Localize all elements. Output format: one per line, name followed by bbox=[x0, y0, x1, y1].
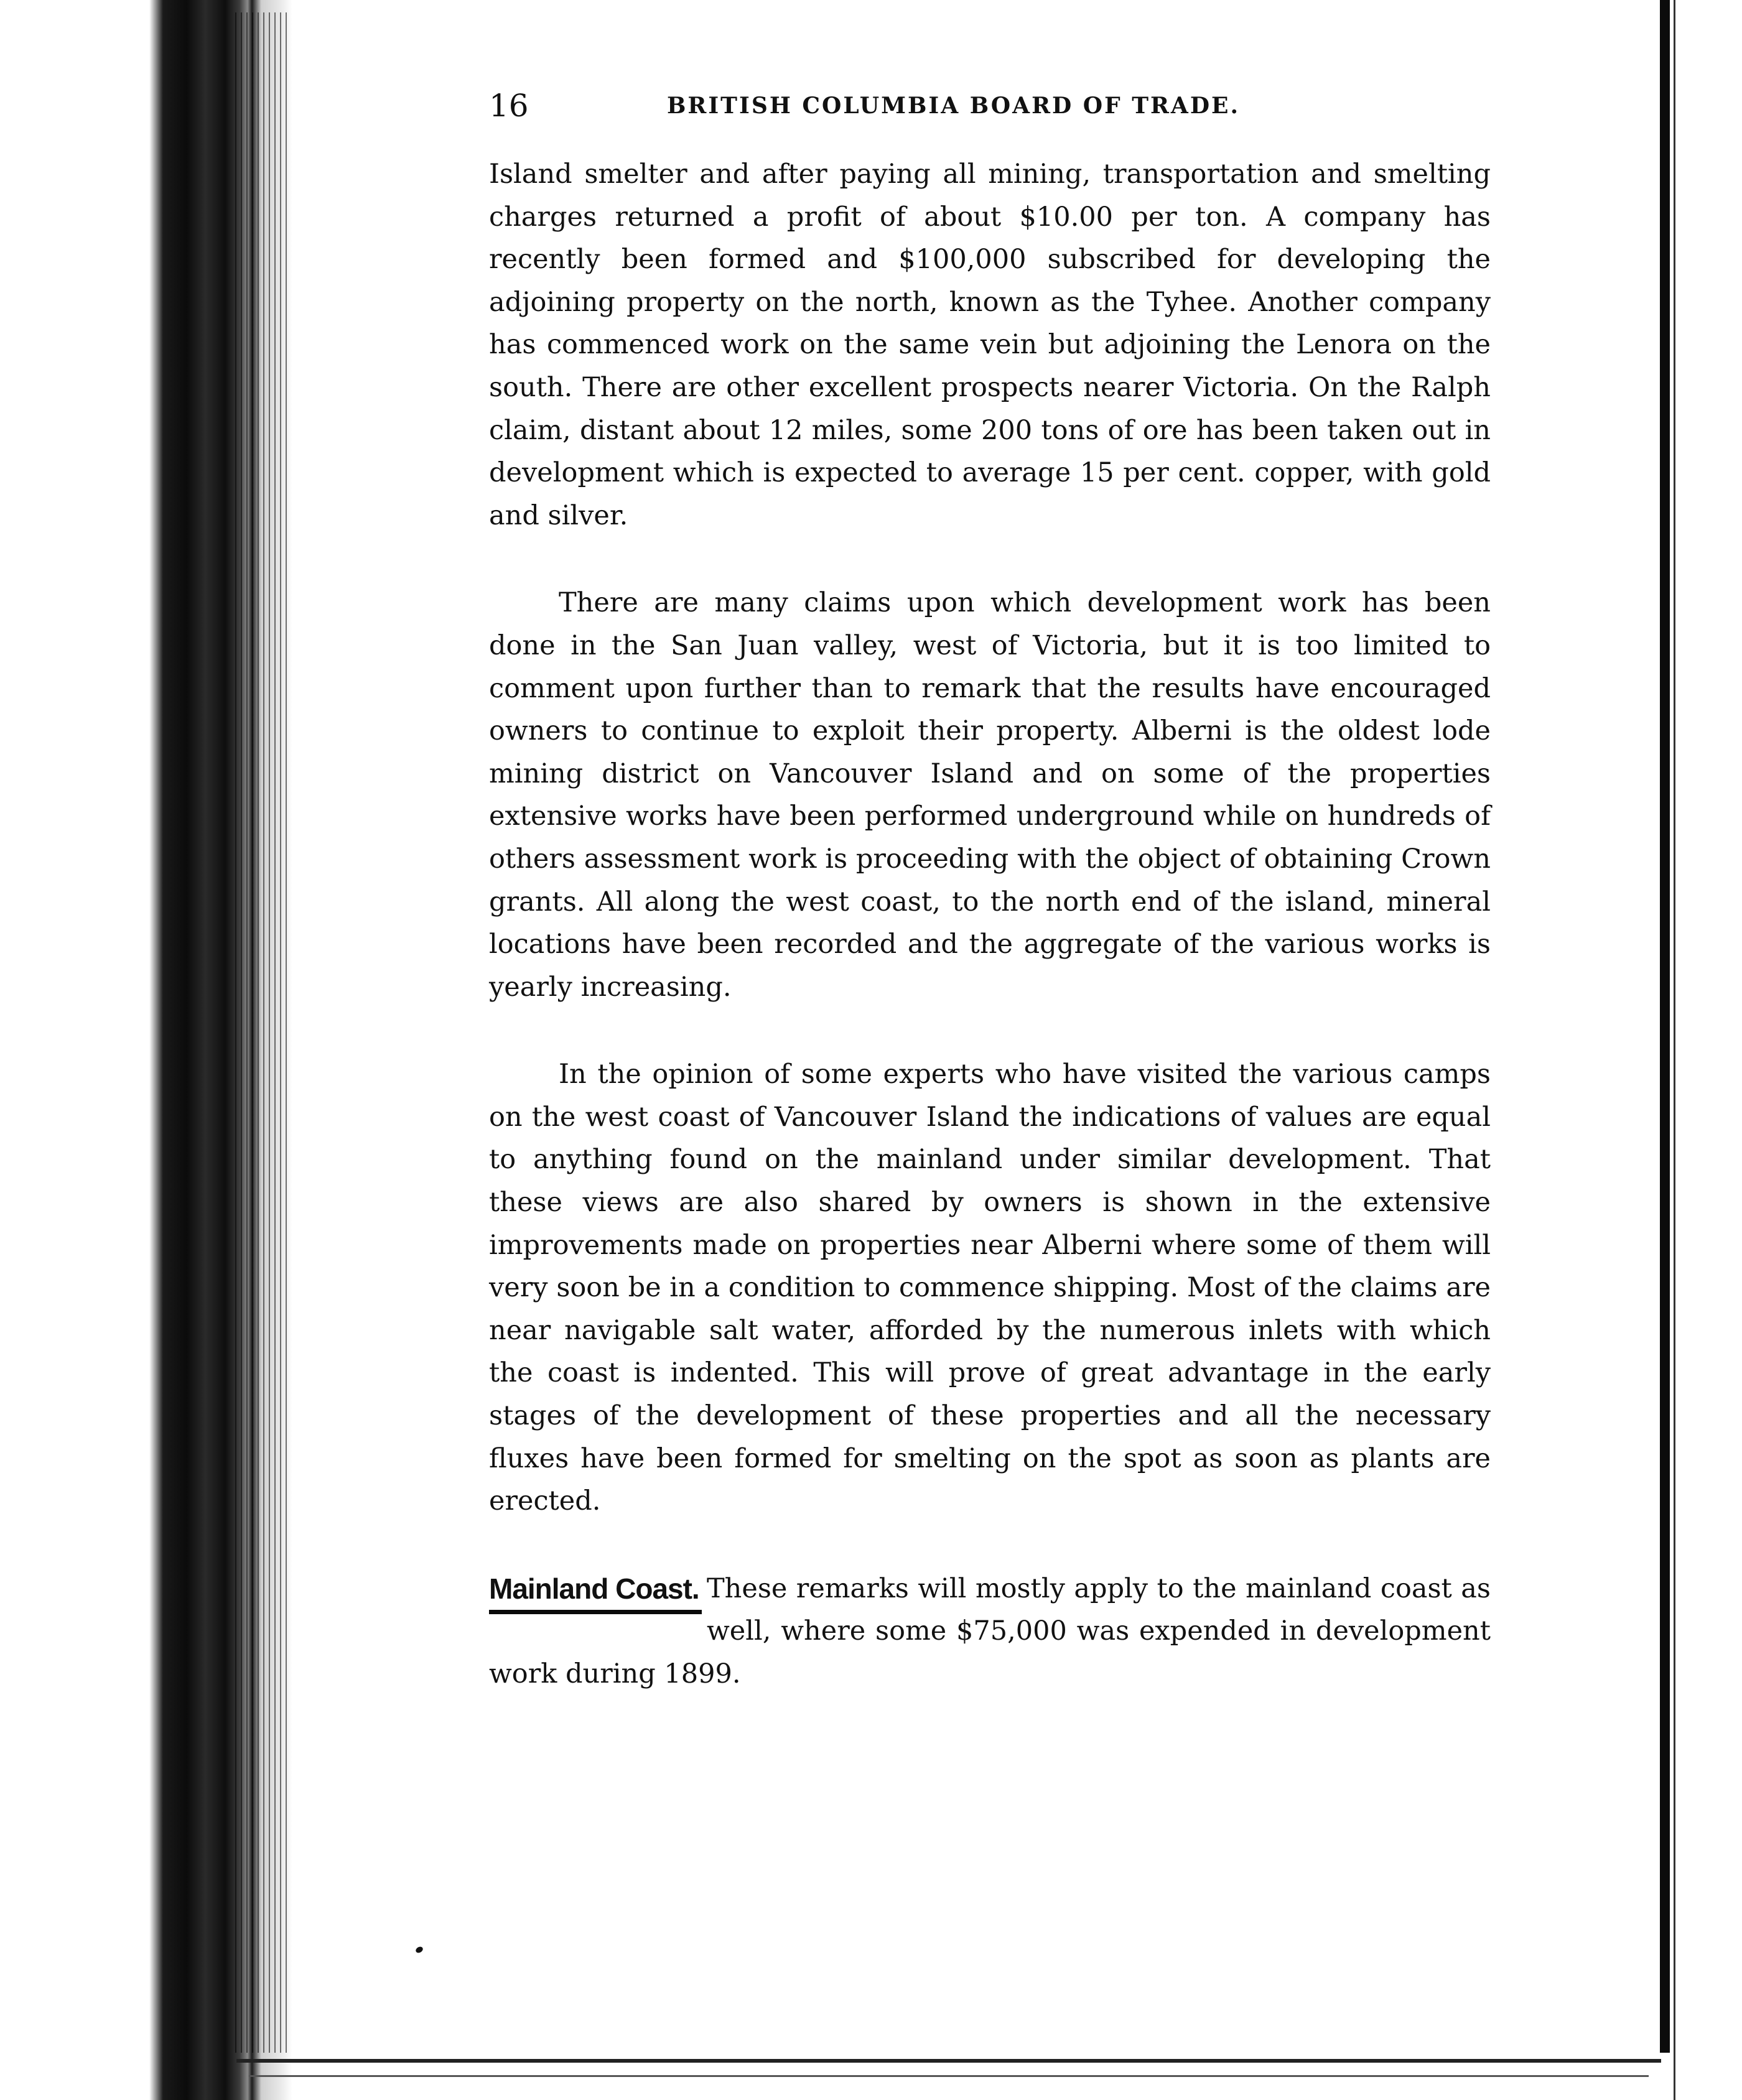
running-header bbox=[489, 81, 1491, 131]
page-bottom-edge bbox=[236, 2059, 1661, 2063]
side-heading: Mainland Coast. bbox=[489, 1572, 699, 1605]
page-bottom-shadow bbox=[249, 2075, 1649, 2077]
paragraph-1: Island smelter and after paying all mining, transportation and smelting charges returned a profit of about $10.00 per ton. A company has recently been formed and $100,000 subscribed for developing the adjoining property on the north, known as the Tyhee. Another company has commenced work on the same vein but adjoining the Lenora on the south. There are other excellent prospects nearer Victoria. On the Ralph claim, distant about 12 miles, some 200 tons of ore has been taken out in development which is expected to average 15 per cent. copper, with gold and silver. bbox=[489, 159, 1491, 531]
paragraph-3: In the opinion of some experts who have visited the various camps on the west coast of Vancouver Island the indications of values are equal to anything found on the mainland under similar development. That these views are also shared by owners is shown in the extensive improvements made on properties near Alberni where some of them will very soon be in a condition to commence shipping. Most of the claims are near navigable salt water, afforded by the numerous inlets with which the coast is indented. This will prove of great advantage in the early stages of the development of these properties and all the necessary fluxes have been formed for smelting on the spot as soon as plants are erected. bbox=[489, 1059, 1491, 1517]
right-margin-line bbox=[1674, 0, 1675, 2100]
side-heading-block bbox=[489, 1568, 707, 1642]
body-text bbox=[489, 153, 1491, 1696]
book-page bbox=[489, 81, 1491, 1696]
ink-speck bbox=[415, 1946, 424, 1954]
page-stack-edges bbox=[235, 12, 291, 2053]
side-heading-underline bbox=[489, 1610, 702, 1614]
paragraph-2: There are many claims upon which development work has been done in the San Juan valley, west of Victoria, but it is too limited to comment upon further than to remark that the results have encouraged owners to continue to exploit their property. Alberni is the oldest lode mining district on Vancouver Island and on some of the properties extensive works have been performed underground while on hundreds of others assessment work is proceeding with the object of obtaining Crown grants. All along the west coast, to the north end of the island, mineral locations have been recorded and the aggregate of the various works is yearly increasing. bbox=[489, 587, 1491, 1003]
right-page-edge bbox=[1660, 0, 1670, 2053]
section-text: These remarks will mostly apply to the mainland coast as well, where some $75,000 was expended in development work during 1899. bbox=[489, 1573, 1491, 1689]
page-number: 16 bbox=[489, 88, 529, 124]
running-title: BRITISH COLUMBIA BOARD OF TRADE. bbox=[667, 93, 1241, 119]
section-mainland-coast bbox=[489, 1568, 1491, 1696]
